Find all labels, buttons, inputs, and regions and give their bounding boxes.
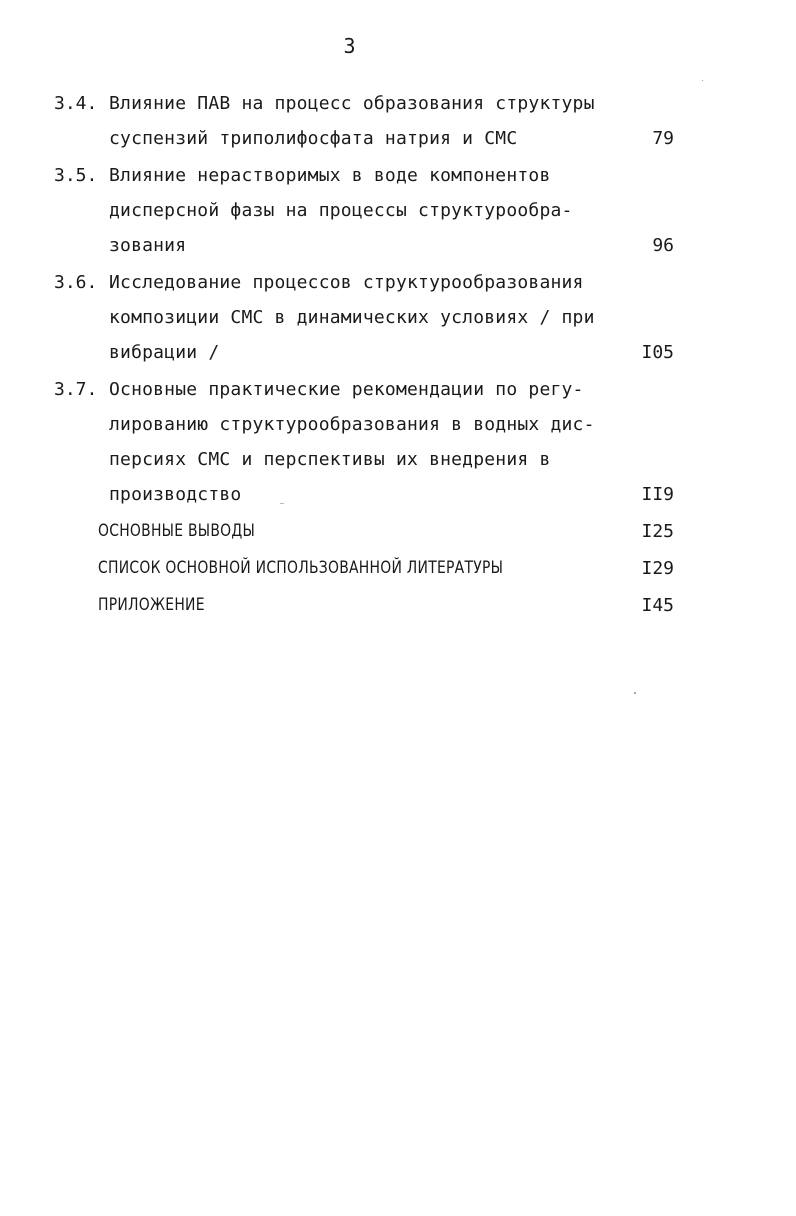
toc-entry-number: 3.6.	[54, 272, 98, 293]
toc-section-page: I45	[641, 595, 674, 616]
toc-section-conclusions	[54, 514, 674, 549]
scan-speck	[634, 692, 636, 694]
toc-entry-line: Влияние ПАВ на процесс образования структуры	[109, 93, 595, 114]
toc-entry-page: II9	[641, 484, 674, 505]
toc-section-title: ОСНОВНЫЕ ВЫВОДЫ	[98, 521, 256, 541]
toc-entry-line: Основные практические рекомендации по регу-	[109, 379, 584, 400]
toc-entry-number: 3.5.	[54, 165, 98, 186]
toc-entry-line: композиции СМС в динамических условиях / при	[109, 307, 595, 328]
toc-entry-line: вибрации /	[109, 342, 220, 363]
toc-entry-line: персиях СМС и перспективы их внедрения в	[109, 449, 551, 470]
toc-section-title: СПИСОК ОСНОВНОЙ ИСПОЛЬЗОВАННОЙ ЛИТЕРАТУРЫ	[98, 558, 504, 578]
toc-entry-page: 79	[652, 128, 674, 149]
toc-entry-number: 3.4.	[54, 93, 98, 114]
toc-entry-3-4	[54, 86, 674, 156]
toc-entry-line: производство	[109, 484, 242, 505]
toc-entry-line: Влияние нерастворимых в воде компонентов	[109, 165, 551, 186]
toc-entry-3-5	[54, 158, 674, 263]
toc-section-page: I25	[641, 521, 674, 542]
toc-entry-3-7	[54, 372, 674, 512]
page-number: 3	[343, 34, 357, 58]
toc-entry-page: 96	[652, 235, 674, 256]
toc-entry-line: дисперсной фазы на процессы структурообра-	[109, 200, 573, 221]
toc-entry-title	[109, 158, 589, 263]
toc-section-title: ПРИЛОЖЕНИЕ	[98, 595, 205, 615]
toc-entry-number: 3.7.	[54, 379, 98, 400]
toc-entry-line: зования	[109, 235, 187, 256]
toc-section-appendix	[54, 588, 674, 623]
table-of-contents	[54, 86, 674, 623]
toc-entry-line: Исследование процессов структурообразования	[109, 272, 584, 293]
toc-entry-line: лированию структурообразования в водных дис-	[109, 414, 595, 435]
toc-entry-title	[109, 86, 595, 156]
toc-entry-page: I05	[641, 342, 674, 363]
toc-section-references	[54, 551, 674, 586]
toc-entry-line: суспензий триполифосфата натрия и СМС	[109, 128, 518, 149]
toc-entry-3-6	[54, 265, 674, 370]
toc-section-page: I29	[641, 558, 674, 579]
toc-entry-title	[109, 265, 595, 370]
scan-speck	[702, 80, 703, 81]
scan-speck	[280, 503, 284, 504]
toc-entry-title	[109, 372, 595, 512]
